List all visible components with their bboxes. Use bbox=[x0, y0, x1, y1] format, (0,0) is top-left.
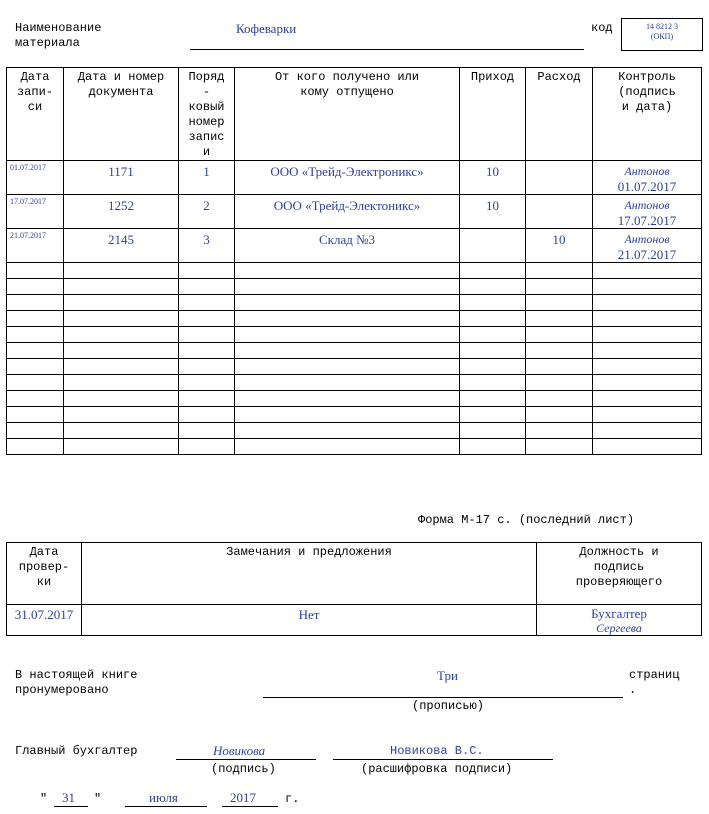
date-suffix: г. bbox=[285, 792, 300, 806]
cell-from-to: ООО «Трейд-Электроникс» bbox=[235, 161, 460, 195]
col-header-expense: Расход bbox=[526, 68, 593, 161]
empty-cell bbox=[460, 407, 526, 423]
table-header-row bbox=[7, 68, 702, 161]
empty-cell bbox=[526, 375, 593, 391]
empty-cell bbox=[179, 295, 235, 311]
empty-cell bbox=[526, 439, 593, 455]
form-caption: Форма М-17 с. (последний лист) bbox=[418, 513, 635, 527]
empty-cell bbox=[235, 311, 460, 327]
empty-cell bbox=[593, 407, 702, 423]
cell-expense: 10 bbox=[526, 229, 593, 263]
cell-income: 10 bbox=[460, 161, 526, 195]
control-date: 01.07.2017 bbox=[617, 179, 677, 194]
table-row-empty bbox=[7, 375, 702, 391]
cell-control bbox=[593, 195, 702, 229]
numbering-underline bbox=[263, 697, 623, 698]
cell-from-to: Склад №3 bbox=[235, 229, 460, 263]
empty-cell bbox=[7, 343, 64, 359]
empty-cell bbox=[593, 295, 702, 311]
empty-cell bbox=[460, 263, 526, 279]
empty-cell bbox=[526, 343, 593, 359]
empty-cell bbox=[526, 423, 593, 439]
material-ledger-table bbox=[6, 67, 702, 455]
empty-cell bbox=[526, 295, 593, 311]
material-label: Наименование материала bbox=[15, 21, 102, 50]
empty-cell bbox=[64, 423, 179, 439]
table-row bbox=[7, 229, 702, 263]
empty-cell bbox=[526, 279, 593, 295]
empty-cell bbox=[64, 343, 179, 359]
cell-expense bbox=[526, 195, 593, 229]
check-col-date: Дата провер- ки bbox=[7, 543, 82, 605]
chief-name-underline bbox=[333, 759, 553, 760]
chief-name: Новикова В.С. bbox=[390, 744, 484, 758]
col-header-date: Дата запи- си bbox=[7, 68, 64, 161]
control-signature: Антонов bbox=[624, 232, 670, 246]
material-underline bbox=[190, 49, 584, 50]
empty-cell bbox=[593, 327, 702, 343]
cell-num: 1 bbox=[179, 161, 235, 195]
empty-cell bbox=[593, 263, 702, 279]
material-value: Кофеварки bbox=[236, 21, 297, 36]
cell-doc: 1171 bbox=[64, 161, 179, 195]
chief-signature-underline bbox=[176, 759, 316, 760]
empty-cell bbox=[526, 327, 593, 343]
empty-cell bbox=[235, 263, 460, 279]
table-row-empty bbox=[7, 423, 702, 439]
cell-control bbox=[593, 161, 702, 195]
empty-cell bbox=[460, 343, 526, 359]
cell-income: 10 bbox=[460, 195, 526, 229]
check-col-remarks: Замечания и предложения bbox=[82, 543, 537, 605]
col-header-control: Контроль (подпись и дата) bbox=[593, 68, 702, 161]
empty-cell bbox=[7, 327, 64, 343]
empty-cell bbox=[7, 375, 64, 391]
empty-cell bbox=[179, 439, 235, 455]
empty-cell bbox=[526, 311, 593, 327]
cell-from-to: ООО «Трейд-Электоникс» bbox=[235, 195, 460, 229]
empty-cell bbox=[593, 311, 702, 327]
empty-cell bbox=[179, 391, 235, 407]
empty-cell bbox=[64, 263, 179, 279]
control-date: 17.07.2017 bbox=[617, 213, 677, 228]
empty-cell bbox=[235, 327, 460, 343]
empty-cell bbox=[460, 391, 526, 407]
code-value: 14 8212 3 bbox=[646, 22, 678, 31]
table-row-empty bbox=[7, 439, 702, 455]
empty-cell bbox=[7, 439, 64, 455]
table-row-empty bbox=[7, 407, 702, 423]
empty-cell bbox=[593, 343, 702, 359]
empty-cell bbox=[460, 295, 526, 311]
chief-signature-caption: (подпись) bbox=[211, 762, 276, 776]
empty-cell bbox=[179, 423, 235, 439]
empty-cell bbox=[593, 375, 702, 391]
empty-cell bbox=[64, 279, 179, 295]
empty-cell bbox=[593, 423, 702, 439]
empty-cell bbox=[460, 327, 526, 343]
empty-cell bbox=[179, 263, 235, 279]
cell-date: 21.07.2017 bbox=[7, 229, 64, 263]
empty-cell bbox=[7, 311, 64, 327]
empty-cell bbox=[235, 439, 460, 455]
empty-cell bbox=[235, 407, 460, 423]
check-table bbox=[6, 542, 702, 636]
code-label: код bbox=[591, 21, 613, 35]
cell-income bbox=[460, 229, 526, 263]
empty-cell bbox=[64, 439, 179, 455]
empty-cell bbox=[460, 423, 526, 439]
empty-cell bbox=[179, 343, 235, 359]
cell-expense bbox=[526, 161, 593, 195]
empty-cell bbox=[179, 359, 235, 375]
empty-cell bbox=[64, 391, 179, 407]
empty-cell bbox=[179, 407, 235, 423]
table-row-empty bbox=[7, 327, 702, 343]
table-row-empty bbox=[7, 343, 702, 359]
empty-cell bbox=[7, 263, 64, 279]
empty-cell bbox=[179, 279, 235, 295]
date-quote-close: " bbox=[94, 792, 102, 806]
chief-name-caption: (расшифровка подписи) bbox=[361, 762, 513, 776]
cell-num: 3 bbox=[179, 229, 235, 263]
date-year-underline bbox=[222, 806, 278, 807]
empty-cell bbox=[526, 359, 593, 375]
date-quote-open: " bbox=[40, 792, 48, 806]
date-day: 31 bbox=[62, 790, 75, 805]
cell-doc: 1252 bbox=[64, 195, 179, 229]
numbering-caption: (прописью) bbox=[412, 699, 485, 713]
col-header-from-to: От кого получено или кому отпущено bbox=[235, 68, 460, 161]
empty-cell bbox=[7, 391, 64, 407]
cell-doc: 2145 bbox=[64, 229, 179, 263]
empty-cell bbox=[64, 327, 179, 343]
empty-cell bbox=[64, 407, 179, 423]
date-year: 2017 bbox=[230, 790, 256, 805]
table-row-empty bbox=[7, 311, 702, 327]
chief-label: Главный бухгалтер bbox=[15, 744, 138, 758]
empty-cell bbox=[7, 407, 64, 423]
empty-cell bbox=[526, 391, 593, 407]
table-row bbox=[7, 195, 702, 229]
empty-cell bbox=[64, 359, 179, 375]
col-header-income: Приход bbox=[460, 68, 526, 161]
empty-cell bbox=[7, 359, 64, 375]
empty-cell bbox=[64, 295, 179, 311]
table-row-empty bbox=[7, 391, 702, 407]
table-row-empty bbox=[7, 295, 702, 311]
col-header-document: Дата и номер документа bbox=[64, 68, 179, 161]
col-header-number: Поряд - ковый номер запис и bbox=[179, 68, 235, 161]
empty-cell bbox=[593, 279, 702, 295]
check-remarks: Нет bbox=[82, 605, 537, 636]
empty-cell bbox=[235, 279, 460, 295]
empty-cell bbox=[460, 311, 526, 327]
empty-cell bbox=[7, 423, 64, 439]
empty-cell bbox=[235, 343, 460, 359]
cell-date: 17.07.2017 bbox=[7, 195, 64, 229]
check-date: 31.07.2017 bbox=[7, 605, 82, 636]
numbering-value: Три bbox=[437, 668, 458, 683]
empty-cell bbox=[593, 359, 702, 375]
table-row bbox=[7, 161, 702, 195]
empty-cell bbox=[235, 359, 460, 375]
empty-cell bbox=[64, 311, 179, 327]
empty-cell bbox=[526, 263, 593, 279]
cell-num: 2 bbox=[179, 195, 235, 229]
empty-cell bbox=[179, 327, 235, 343]
position-value: Бухгалтер bbox=[591, 606, 647, 621]
empty-cell bbox=[64, 375, 179, 391]
chief-signature: Новикова bbox=[213, 743, 266, 758]
cell-control bbox=[593, 229, 702, 263]
empty-cell bbox=[235, 375, 460, 391]
empty-cell bbox=[460, 279, 526, 295]
empty-cell bbox=[235, 423, 460, 439]
code-caption: (ОКП) bbox=[650, 32, 674, 41]
numbering-suffix: страниц . bbox=[629, 668, 680, 697]
checker-signature: Сергеева bbox=[596, 621, 642, 635]
empty-cell bbox=[460, 375, 526, 391]
date-day-underline bbox=[54, 806, 88, 807]
empty-cell bbox=[460, 439, 526, 455]
empty-cell bbox=[7, 279, 64, 295]
empty-cell bbox=[235, 295, 460, 311]
date-month: июля bbox=[149, 790, 178, 805]
empty-cell bbox=[593, 439, 702, 455]
table-row-empty bbox=[7, 359, 702, 375]
empty-cell bbox=[7, 295, 64, 311]
code-box bbox=[621, 18, 703, 51]
empty-cell bbox=[526, 407, 593, 423]
empty-cell bbox=[460, 359, 526, 375]
numbering-label: В настоящей книге пронумеровано bbox=[15, 668, 138, 697]
check-header-row bbox=[7, 543, 702, 605]
empty-cell bbox=[593, 391, 702, 407]
table-row-empty bbox=[7, 263, 702, 279]
control-signature: Антонов bbox=[624, 164, 670, 178]
table-row-empty bbox=[7, 279, 702, 295]
control-signature: Антонов bbox=[624, 198, 670, 212]
empty-cell bbox=[179, 375, 235, 391]
empty-cell bbox=[179, 311, 235, 327]
cell-date: 01.07.2017 bbox=[7, 161, 64, 195]
empty-cell bbox=[235, 391, 460, 407]
control-date: 21.07.2017 bbox=[617, 247, 677, 262]
check-col-position: Должность и подпись проверяющего bbox=[537, 543, 702, 605]
check-position bbox=[537, 605, 702, 636]
check-row bbox=[7, 605, 702, 636]
date-month-underline bbox=[125, 806, 207, 807]
